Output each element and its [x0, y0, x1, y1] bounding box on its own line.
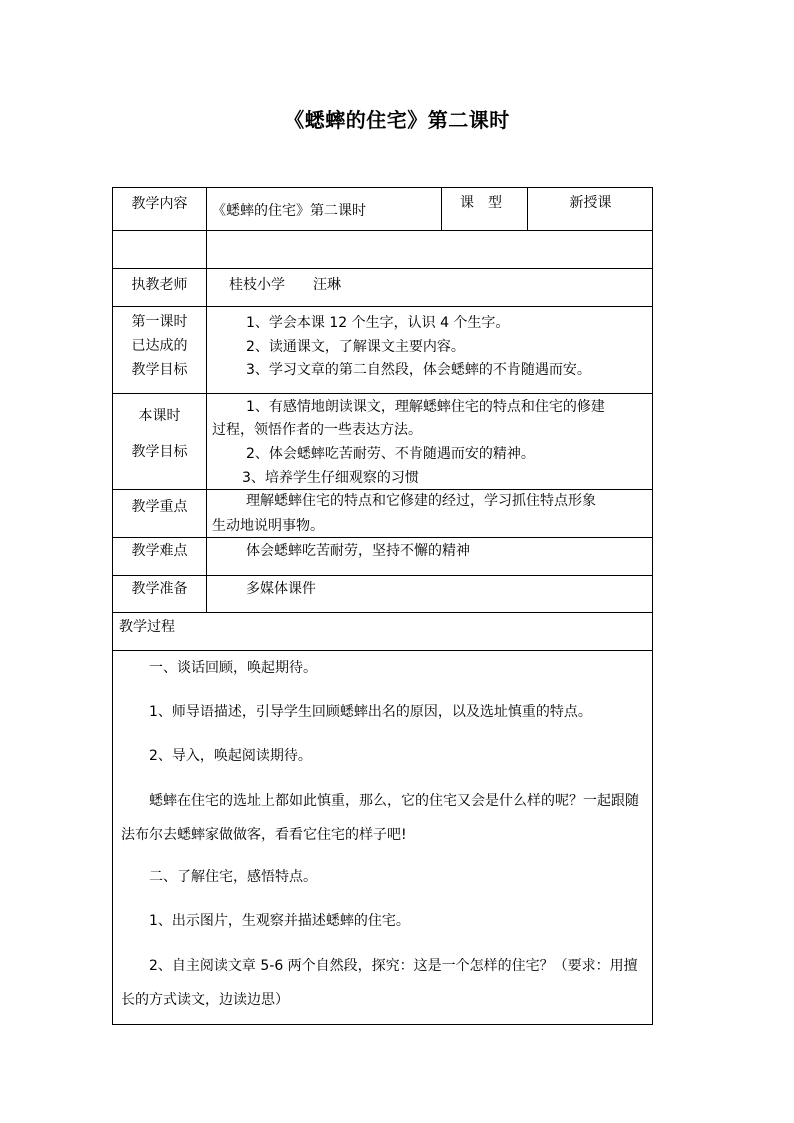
process-paragraph: 1、师导语描述，引导学生回顾蟋蟀出名的原因，以及选址慎重的特点。: [149, 704, 592, 720]
row-divider: [113, 537, 652, 538]
first-lesson-goal: 1、学会本课 12 个生字，认识 4 个生字。: [246, 315, 510, 331]
row-divider: [113, 489, 652, 490]
teaching-content-label: 教学内容: [131, 196, 188, 212]
first-lesson-goal: 3、学习文章的第二自然段，体会蟋蟀的不肯随遇而安。: [246, 362, 591, 378]
course-type-label: 课 型: [460, 195, 502, 211]
process-paragraph: 2、导入，唤起阅读期待。: [149, 748, 312, 764]
difficulty-value: 体会蟋蟀吃苦耐劳，坚持不懈的精神: [246, 543, 470, 559]
key-points-label: 教学重点: [131, 499, 188, 515]
course-type-value: 新授课: [569, 195, 612, 211]
row-divider: [113, 306, 652, 307]
row-divider: [113, 393, 652, 394]
preparation-value: 多媒体课件: [246, 581, 316, 597]
process-paragraph: 1、出示图片，生观察并描述蟋蟀的住宅。: [149, 913, 410, 929]
row-divider: [113, 612, 652, 613]
teacher-value: 桂枝小学 汪琳: [229, 277, 341, 293]
preparation-label: 教学准备: [131, 581, 188, 597]
this-lesson-goal: 过程，领悟作者的一些表达方法。: [212, 422, 422, 438]
teaching-content-value: 《蟋蟀的住宅》第二课时: [212, 203, 366, 219]
process-paragraph: 2、自主阅读文章 5-6 两个自然段，探究：这是一个怎样的住宅？（要求：用擅长的方式读文，边读边思）: [121, 958, 638, 1008]
column-divider: [441, 188, 442, 230]
key-points-line: 生动地说明事物。: [212, 518, 324, 534]
teacher-label: 执教老师: [131, 277, 188, 293]
key-points-line: 理解蟋蟀住宅的特点和它修建的经过，学习抓住特点形象: [246, 493, 596, 509]
process-label: 教学过程: [119, 619, 175, 635]
difficulty-label: 教学难点: [131, 543, 188, 559]
process-paragraph: 一、谈话回顾，唤起期待。: [149, 660, 317, 676]
lesson-plan-table: [112, 187, 653, 1025]
row-divider: [113, 268, 652, 269]
first-lesson-label-line: 已达成的: [131, 338, 188, 354]
page-title: 《蟋蟀的住宅》第二课时: [284, 108, 510, 132]
this-lesson-label-line: 本课时: [138, 408, 181, 424]
process-paragraph: 蟋蟀在住宅的选址上都如此慎重，那么，它的住宅又会是什么样的呢？一起跟随法布尔去蟋蟀家做做客，看看它住宅的样子吧!: [121, 793, 639, 843]
row-divider: [113, 230, 652, 231]
row-divider: [113, 575, 652, 576]
column-divider: [206, 188, 207, 612]
this-lesson-goal: 2、体会蟋蟀吃苦耐劳、不肯随遇而安的精神。: [246, 446, 535, 462]
process-paragraph: 二、了解住宅，感悟特点。: [149, 869, 317, 885]
this-lesson-goal: 1、有感情地朗读课文，理解蟋蟀住宅的特点和住宅的修建: [246, 399, 605, 415]
this-lesson-goal: 3、培养学生仔细观察的习惯: [242, 470, 419, 486]
this-lesson-label-line: 教学目标: [131, 444, 188, 460]
first-lesson-goal: 2、读通课文，了解课文主要内容。: [246, 339, 465, 355]
first-lesson-label-line: 教学目标: [131, 362, 188, 378]
first-lesson-label-line: 第一课时: [131, 314, 188, 330]
